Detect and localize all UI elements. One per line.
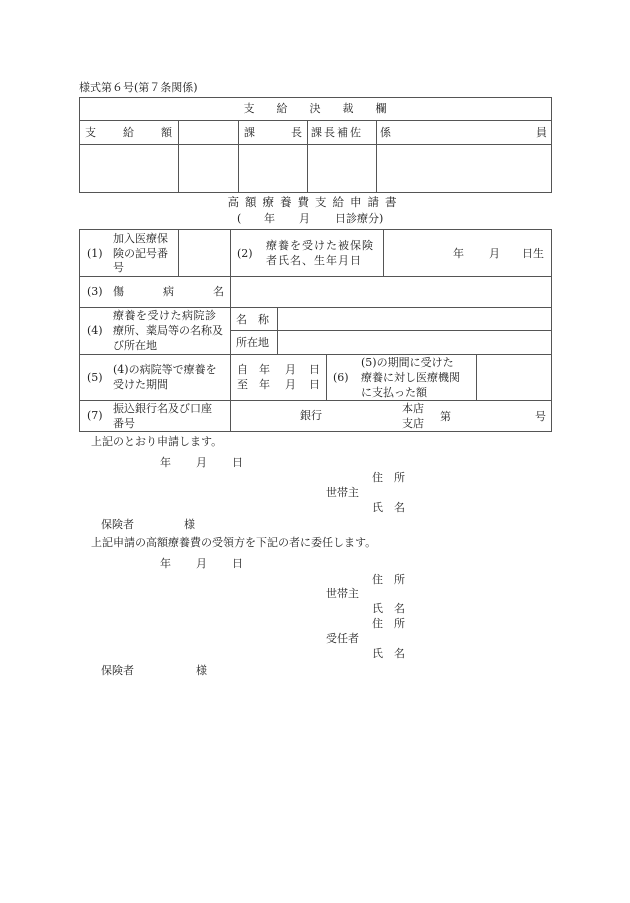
subtitle-day-suffix: 日診療分)	[335, 212, 384, 225]
staff-stamp-cell[interactable]	[377, 145, 550, 191]
field-3-number: (3)	[87, 285, 103, 298]
table-border	[79, 192, 552, 193]
treatment-period-field[interactable]	[231, 355, 325, 399]
period-from-year: 年	[259, 363, 270, 376]
field-6-number: (6)	[333, 371, 349, 384]
bank-label: 銀行	[300, 409, 322, 422]
subtitle-year: 年	[264, 212, 275, 225]
approval-header: 支 給 決 裁 欄	[243, 102, 387, 115]
delegator-name-label: 氏 名	[372, 602, 405, 615]
field-6-label-line-3: に支払った額	[361, 386, 427, 399]
delegate-address-label: 住 所	[372, 617, 405, 630]
facility-name-label: 名 称	[236, 313, 269, 326]
account-number-suffix: 号	[535, 410, 546, 423]
amount-label-3: 額	[161, 126, 172, 139]
field-1-number: (1)	[87, 247, 103, 260]
delegator-householder-label: 世帯主	[326, 587, 359, 600]
period-from-day: 日	[309, 363, 320, 376]
field-2-label-line-2: 者氏名、生年月日	[266, 254, 362, 267]
field-7-label-line-2: 番号	[113, 417, 135, 430]
period-to-month: 月	[285, 378, 296, 391]
delegate-label: 受任者	[326, 632, 359, 645]
field-3-label-2: 病	[163, 285, 174, 298]
deputy-chief-stamp-cell[interactable]	[308, 145, 375, 191]
staff-label-2: 員	[536, 126, 547, 139]
birth-day-label: 日生	[522, 247, 544, 260]
facility-name-field[interactable]	[278, 308, 550, 329]
application-date-year[interactable]: 年	[160, 456, 171, 469]
table-border	[79, 229, 80, 432]
period-to-day: 日	[309, 378, 320, 391]
main-branch-label: 本店	[402, 402, 424, 415]
section-chief-stamp-cell[interactable]	[239, 145, 306, 191]
branch-label: 支店	[402, 417, 424, 430]
section-chief-label-1: 課	[244, 126, 255, 139]
table-border	[551, 229, 552, 432]
field-1-label-line-1: 加入医療保	[113, 232, 168, 245]
period-to-year: 年	[259, 378, 270, 391]
field-7-number: (7)	[87, 409, 103, 422]
document-title: 高額療養費支給申請書	[227, 195, 403, 209]
amount-value-cell[interactable]	[179, 145, 237, 191]
amount-label-2: 給	[123, 126, 134, 139]
subtitle-month: 月	[299, 212, 310, 225]
field-4-label-line-2: 療所、薬局等の名称及	[113, 324, 223, 337]
field-6-label-line-1: (5)の期間に受けた	[361, 356, 454, 369]
form-number-label: 様式第６号(第７条関係)	[79, 81, 198, 94]
period-to-label: 至	[237, 378, 248, 391]
field-4-number: (4)	[87, 324, 103, 337]
table-line	[79, 120, 552, 121]
insurer-sama: 様	[184, 518, 195, 531]
delegation-insurer-label: 保険者	[101, 664, 134, 677]
field-6-label-line-2: 療養に対し医療機関	[361, 371, 460, 384]
field-5-label-line-1: (4)の病院等で療養を	[113, 363, 217, 376]
subtitle-open-paren: (	[237, 212, 242, 225]
application-date-day[interactable]: 日	[232, 456, 243, 469]
table-border	[79, 431, 552, 432]
facility-address-label: 所在地	[236, 336, 269, 349]
delegation-date-day[interactable]: 日	[232, 557, 243, 570]
field-4-label-line-3: び所在地	[113, 339, 157, 352]
section-chief-label-2: 長	[291, 126, 302, 139]
application-date-month[interactable]: 月	[196, 456, 207, 469]
birth-month-label: 月	[489, 247, 500, 260]
field-1-label-line-3: 号	[113, 261, 124, 274]
period-from-label: 自	[237, 363, 248, 376]
bank-account-field[interactable]	[231, 401, 550, 430]
householder-address-label: 住 所	[372, 471, 405, 484]
amount-label-1: 支	[85, 126, 96, 139]
table-border	[79, 97, 552, 98]
insurer-label: 保険者	[101, 518, 134, 531]
field-2-label-line-1: 療養を受けた被保険	[266, 239, 374, 252]
delegate-name-label: 氏 名	[372, 647, 405, 660]
delegation-insurer-sama: 様	[196, 664, 207, 677]
field-7-label-line-1: 振込銀行名及び口座	[113, 402, 212, 415]
delegation-statement: 上記申請の高額療養費の受領方を下記の者に委任します。	[91, 536, 377, 549]
insurance-symbol-number-field[interactable]	[179, 230, 229, 275]
period-from-month: 月	[285, 363, 296, 376]
field-1-label-line-2: 険の記号番	[113, 247, 168, 260]
field-3-label-1: 傷	[113, 285, 124, 298]
field-2-number: (2)	[237, 247, 253, 260]
birth-year-label: 年	[453, 247, 464, 260]
householder-label: 世帯主	[326, 486, 359, 499]
field-5-number: (5)	[87, 371, 103, 384]
householder-name-label: 氏 名	[372, 501, 405, 514]
amount-signature-cell[interactable]	[80, 145, 177, 191]
staff-label-1: 係	[380, 126, 391, 139]
disease-name-field[interactable]	[231, 277, 550, 306]
amount-paid-field[interactable]	[477, 355, 550, 399]
facility-address-field[interactable]	[278, 331, 550, 353]
field-4-label-line-1: 療養を受けた病院診	[113, 309, 217, 322]
delegation-date-year[interactable]: 年	[160, 557, 171, 570]
delegation-date-month[interactable]: 月	[196, 557, 207, 570]
application-statement: 上記のとおり申請します。	[91, 435, 223, 448]
delegator-address-label: 住 所	[372, 573, 405, 586]
field-5-label-line-2: 受けた期間	[113, 378, 168, 391]
account-number-prefix: 第	[440, 410, 451, 423]
table-line	[326, 354, 327, 400]
deputy-chief-label: 課長補佐	[311, 126, 363, 139]
field-3-label-3: 名	[213, 285, 224, 298]
